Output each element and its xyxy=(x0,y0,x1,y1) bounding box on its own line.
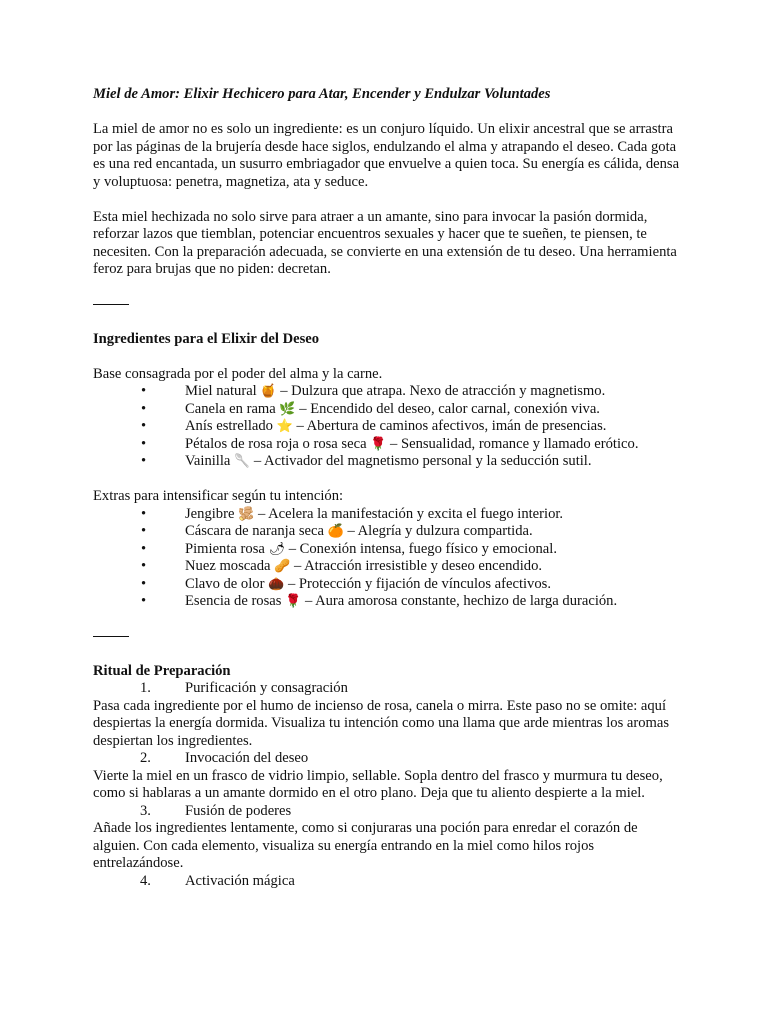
ingredient-icon: 🌿 xyxy=(279,401,296,417)
ingredient-name: Jengibre xyxy=(185,505,235,522)
list-item xyxy=(93,523,683,541)
bullet-dot: • xyxy=(141,383,147,399)
ritual-step-title-row xyxy=(93,803,683,821)
list-item xyxy=(93,576,683,594)
ingredient-description: – Aura amorosa constante, hechizo de larga duración. xyxy=(304,593,618,609)
ingredients-heading: Ingredientes para el Elixir del Deseo xyxy=(93,330,320,347)
list-item xyxy=(93,383,683,401)
step-number: 1. xyxy=(140,680,151,696)
step-body: Añade los ingredientes lentamente, como si conjuraras una poción para enredar el corazón de alguien. Con cada elemento, visualiza su energía entrando en la miel como hilos rojos entrelazándose. xyxy=(93,820,638,871)
bullet-dot: • xyxy=(141,540,147,557)
list-item xyxy=(93,418,683,436)
section-divider xyxy=(93,636,129,637)
document-content xyxy=(93,86,683,890)
extra-ingredients-list xyxy=(93,506,683,611)
bullet-dot: • xyxy=(141,435,147,452)
ingredient-icon: ⭐ xyxy=(276,419,293,434)
ritual-steps xyxy=(93,680,683,890)
ingredient-name: Miel natural xyxy=(185,383,257,399)
base-intro: Base consagrada por el poder del alma y la carne. xyxy=(93,365,383,382)
ingredient-name: Clavo de olor xyxy=(185,575,265,592)
ingredient-name: Vainilla xyxy=(185,453,231,469)
step-number: 2. xyxy=(140,750,151,766)
bullet-dot: • xyxy=(141,418,147,434)
extras-intro: Extras para intensificar según tu intención: xyxy=(93,488,344,504)
ingredient-icon: 🌶 xyxy=(268,541,286,557)
ritual-step-title-row xyxy=(93,750,683,768)
ingredient-icon: 🥜 xyxy=(274,559,291,574)
ingredient-description: – Protección y fijación de vínculos afectivos. xyxy=(287,575,551,592)
ingredient-name: Pimienta rosa xyxy=(185,540,265,557)
step-number: 3. xyxy=(140,802,151,819)
ingredient-name: Pétalos de rosa roja o rosa seca xyxy=(185,435,367,452)
list-item xyxy=(93,436,683,454)
ingredient-name: Cáscara de naranja seca xyxy=(185,523,324,539)
ingredient-description: – Abertura de caminos afectivos, imán de presencias. xyxy=(296,418,607,434)
step-title: Invocación del deseo xyxy=(185,750,309,766)
ingredient-description: – Atracción irresistible y deseo encendido. xyxy=(294,558,543,574)
ingredient-icon: 🌹 xyxy=(285,594,302,609)
bullet-dot: • xyxy=(141,558,147,574)
step-title: Activación mágica xyxy=(185,872,295,889)
bullet-dot: • xyxy=(141,505,147,522)
ingredient-name: Nuez moscada xyxy=(185,558,271,574)
step-number: 4. xyxy=(140,872,151,889)
list-item xyxy=(93,541,683,559)
bullet-dot: • xyxy=(141,575,147,592)
ingredient-name: Canela en rama xyxy=(185,400,276,417)
ingredient-name: Esencia de rosas xyxy=(185,593,282,609)
ingredient-icon: 🫚 xyxy=(238,506,255,522)
ritual-heading: Ritual de Preparación xyxy=(93,662,231,679)
bullet-dot: • xyxy=(141,523,147,539)
list-item xyxy=(93,593,683,611)
ingredient-description: – Sensualidad, romance y llamado erótico. xyxy=(390,435,639,452)
ingredient-description: – Alegría y dulzura compartida. xyxy=(347,523,533,539)
step-body: Vierte la miel en un frasco de vidrio limpio, sellable. Sopla dentro del frasco y murmura tu deseo, como si hablaras a un amante dormido en el otro plano. Deja que tu aliento despierte a la miel. xyxy=(93,767,663,801)
ingredient-name: Anís estrellado xyxy=(185,418,273,434)
step-title: Fusión de poderes xyxy=(185,802,292,819)
bullet-dot: • xyxy=(141,400,147,417)
ingredient-icon: 🌹 xyxy=(370,436,387,452)
ingredient-description: – Conexión intensa, fuego físico y emocional. xyxy=(288,540,557,557)
section-divider xyxy=(93,304,129,305)
ingredient-description: – Encendido del deseo, calor carnal, conexión viva. xyxy=(299,400,600,417)
bullet-dot: • xyxy=(141,593,147,609)
step-body: Pasa cada ingrediente por el humo de incienso de rosa, canela o mirra. Este paso no se omite: aquí despiertas la energía dormida. Visualiza tu intención como una llama que arde mientras los aromas despiertan los ingredientes. xyxy=(93,697,670,749)
ingredient-icon: 🥄 xyxy=(234,454,251,469)
ingredient-icon: 🍊 xyxy=(327,524,344,539)
list-item xyxy=(93,453,683,471)
ingredient-description: – Acelera la manifestación y excita el fuego interior. xyxy=(257,505,564,522)
ingredient-description: – Dulzura que atrapa. Nexo de atracción y magnetismo. xyxy=(280,383,606,399)
ritual-step-title-row xyxy=(93,680,683,698)
list-item xyxy=(93,401,683,419)
list-item xyxy=(93,506,683,524)
ingredient-icon: 🍯 xyxy=(260,384,277,399)
ingredient-icon: 🌰 xyxy=(268,576,285,592)
list-item xyxy=(93,558,683,576)
intro-paragraph-1: La miel de amor no es solo un ingrediente: es un conjuro líquido. Un elixir ancestral que se arrastra por las páginas de la brujería desde hace siglos, endulzando el alma y atrapando el deseo. Cada gota es una red encantada, un susurro embriagador que envuelve a quien toca. Su energía es cálida, densa y voluptuosa: penetra, magnetiza, ata y seduce. xyxy=(93,121,680,190)
document-title: Miel de Amor: Elixir Hechicero para Atar, Encender y Endulzar Voluntades xyxy=(93,86,551,102)
ingredient-description: – Activador del magnetismo personal y la seducción sutil. xyxy=(253,453,592,469)
ritual-step-title-row xyxy=(93,873,683,891)
base-ingredients-list xyxy=(93,383,683,471)
step-title: Purificación y consagración xyxy=(185,680,348,696)
intro-paragraph-2: Esta miel hechizada no solo sirve para atraer a un amante, sino para invocar la pasión dormida, reforzar lazos que tiemblan, potenciar encuentros sexuales y hacer que te sueñen, te piensen, te necesiten. Con la preparación adecuada, se convierte en una extensión de tu deseo. Una herramienta feroz para brujas que no piden: decretan. xyxy=(93,208,677,277)
bullet-dot: • xyxy=(141,453,147,469)
